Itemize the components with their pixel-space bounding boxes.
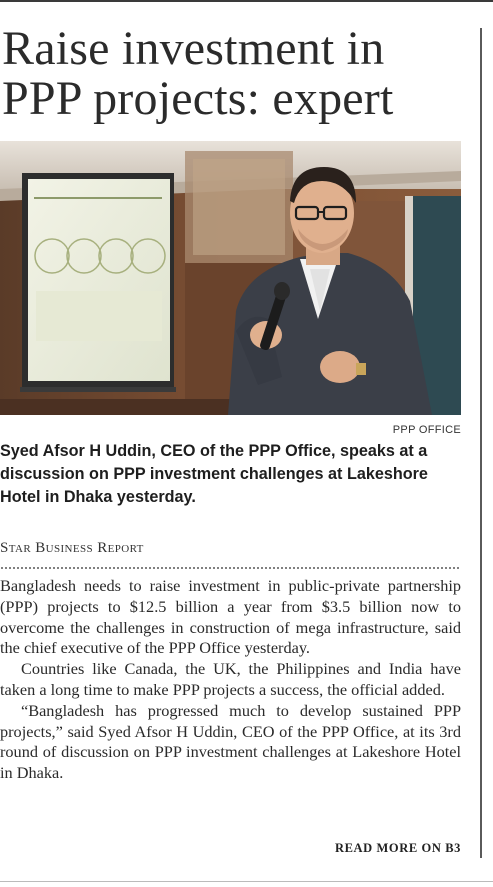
article-photo [0, 141, 461, 415]
dotted-divider [0, 567, 461, 569]
speaker-photo [0, 141, 461, 415]
photo-caption: Syed Afsor H Uddin, CEO of the PPP Office, speaks at a discussion on PPP investment challenges at Lakeshore Hotel in Dhaka yesterday. [0, 442, 428, 506]
byline: Star Business Report [0, 540, 144, 556]
article-body [0, 576, 461, 784]
photo-credit: PPP OFFICE [392, 424, 461, 436]
top-rule [0, 0, 493, 2]
headline-line-2: PPP projects: expert [2, 72, 394, 125]
bottom-rule [0, 881, 493, 882]
paragraph-2: Countries like Canada, the UK, the Philippines and India have taken a long time to make PPP projects a success, the official added. [0, 659, 461, 699]
paragraph-1: Bangladesh needs to raise investment in public-private partnership (PPP) projects to $12.5 billion a year from $3.5 billion now to overcome the challenges in construction of mega infrastructure, said the chief executive of the PPP Office yesterday. [0, 576, 461, 658]
column-rule [480, 28, 482, 858]
headline [2, 24, 477, 124]
headline-line-1: Raise investment in [2, 22, 385, 75]
paragraph-3: “Bangladesh has progressed much to develop sustained PPP projects,” said Syed Afsor H Uddin, CEO of the PPP Office, at its 3rd round of discussion on PPP investment challenges at Lakeshore Hotel in Dhaka. [0, 700, 461, 783]
read-more-link[interactable]: READ MORE ON B3 [334, 841, 461, 855]
